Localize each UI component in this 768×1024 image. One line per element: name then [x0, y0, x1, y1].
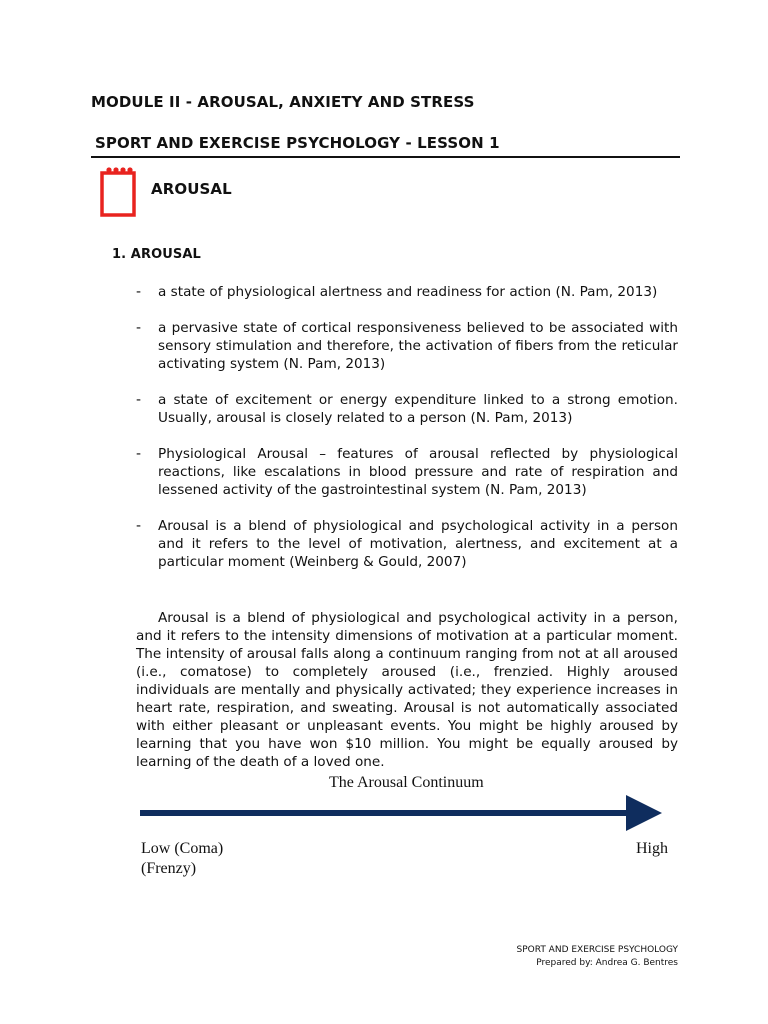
bullet-marker: -: [136, 392, 142, 408]
continuum-arrow: [138, 792, 666, 834]
list-item: Physiological Arousal – features of arousal reflected by physiological reactions, like escalations in blood pressure and rate of respiration and lessened activity of the gastrointestinal system (N. Pam, 2013): [158, 446, 678, 498]
list-item: Arousal is a blend of physiological and psychological activity in a person and it refers to the level of motivation, alertness, and excitement at a particular moment (Weinberg & Gould, 2007): [158, 518, 678, 570]
bullet-marker: -: [136, 320, 142, 336]
bullet-marker: -: [136, 284, 142, 300]
frenzy-label: (Frenzy): [141, 860, 197, 877]
numbered-heading: 1. AROUSAL: [112, 247, 201, 262]
lesson-title: SPORT AND EXERCISE PSYCHOLOGY - LESSON 1: [95, 134, 500, 152]
notepad-icon: [100, 165, 136, 217]
footer-author: Prepared by: Andrea G. Bentres: [536, 958, 678, 968]
high-label: High: [636, 840, 668, 857]
list-item: a state of excitement or energy expenditure linked to a strong emotion. Usually, arousal is closely related to a person (N. Pam, 2013): [158, 392, 678, 426]
body-paragraph: Arousal is a blend of physiological and psychological activity in a person, and it refers to the intensity dimensions of motivation at a particular moment. The intensity of arousal falls along a continuum ranging from not at all aroused (i.e., comatose) to completely aroused (i.e., frenzied. Highly aroused individuals are mentally and physically activated; they experience increases in heart rate, respiration, and sweating. Arousal is not automatically associated with either pleasant or unpleasant events. You might be highly aroused by learning that you have won $10 million. You might be equally aroused by learning of the death of a loved one.: [136, 610, 678, 770]
title-divider: [91, 156, 680, 158]
low-label: Low (Coma): [141, 840, 224, 857]
section-title: AROUSAL: [151, 180, 232, 198]
bullet-marker: -: [136, 518, 142, 534]
bullet-marker: -: [136, 446, 142, 462]
list-item: a pervasive state of cortical responsiveness believed to be associated with sensory stimulation and therefore, the activation of fibers from the reticular activating system (N. Pam, 2013): [158, 320, 678, 372]
figure-title: The Arousal Continuum: [329, 774, 484, 791]
module-title: MODULE II - AROUSAL, ANXIETY AND STRESS: [91, 93, 475, 111]
continuum-arrow-head: [626, 795, 662, 831]
list-item: a state of physiological alertness and readiness for action (N. Pam, 2013): [158, 284, 658, 300]
footer-course: SPORT AND EXERCISE PSYCHOLOGY: [516, 945, 678, 955]
